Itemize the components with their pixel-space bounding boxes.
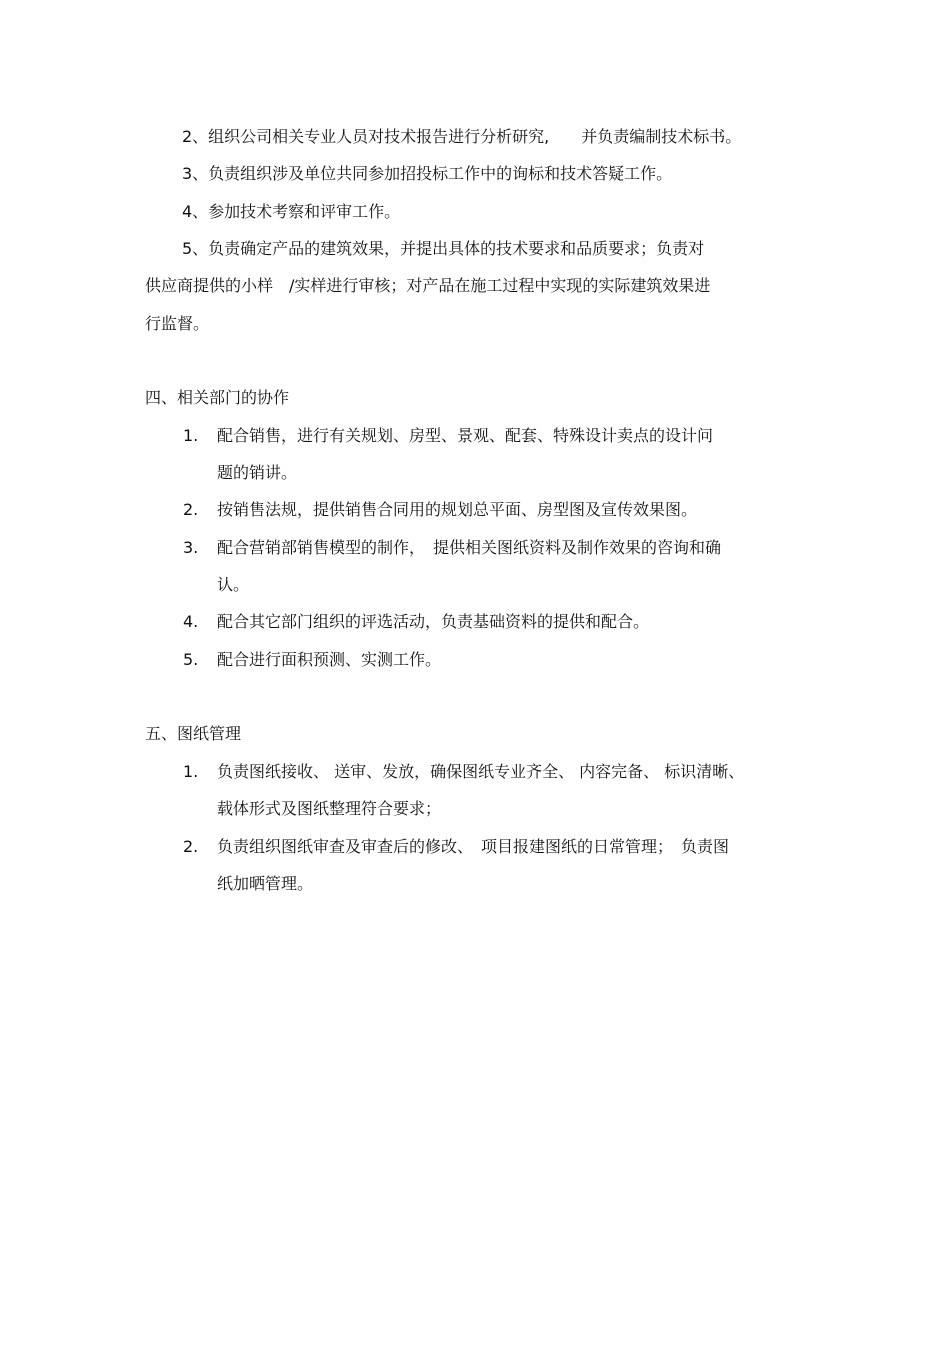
list-item-text: 负责图纸接收、 送审、发放，确保图纸专业齐全、 内容完备、 标识清晰、: [217, 762, 745, 781]
item-5-line-2: 供应商提供的小样 /实样进行审核；对产品在施工过程中实现的实际建筑效果进: [145, 276, 711, 295]
item-2-text: 2、组织公司相关专业人员对技术报告进行分析研究, 并负责编制技术标书。: [182, 127, 742, 146]
list-item-text-continuation: 认。: [217, 575, 250, 594]
list-item-text: 配合营销部销售模型的制作， 提供相关图纸资料及制作效果的咨询和确: [217, 538, 722, 557]
item-5-line-3: 行监督。: [145, 314, 210, 333]
list-item-text-continuation: 载体形式及图纸整理符合要求；: [217, 799, 442, 818]
list-item-number: 1.: [183, 762, 199, 781]
list-item-number: 1.: [183, 426, 199, 445]
section-4-heading: 四、相关部门的协作: [145, 388, 290, 407]
list-item-number: 3.: [183, 538, 199, 557]
list-item-number: 4.: [183, 612, 199, 631]
item-5-line-1: 5、负责确定产品的建筑效果，并提出具体的技术要求和品质要求；负责对: [182, 239, 705, 258]
list-item-text: 配合销售，进行有关规划、房型、景观、配套、特殊设计卖点的设计问: [217, 426, 714, 445]
list-item-text: 配合进行面积预测、实测工作。: [217, 650, 442, 669]
list-item-number: 2.: [183, 837, 199, 856]
list-item-text-continuation: 纸加晒管理。: [217, 874, 314, 893]
list-item-text: 负责组织图纸审查及审查后的修改、 项目报建图纸的日常管理； 负责图: [217, 837, 730, 856]
list-item-text: 配合其它部门组织的评选活动，负责基础资料的提供和配合。: [217, 612, 650, 631]
item-4-text: 4、参加技术考察和评审工作。: [182, 202, 401, 221]
list-item-number: 2.: [183, 500, 199, 519]
list-item-number: 5.: [183, 650, 199, 669]
section-5-heading: 五、图纸管理: [145, 724, 242, 743]
list-item-text-continuation: 题的销讲。: [217, 463, 298, 482]
list-item-text: 按销售法规，提供销售合同用的规划总平面、房型图及宣传效果图。: [217, 500, 698, 519]
item-3-text: 3、负责组织涉及单位共同参加招投标工作中的询标和技术答疑工作。: [182, 164, 673, 183]
